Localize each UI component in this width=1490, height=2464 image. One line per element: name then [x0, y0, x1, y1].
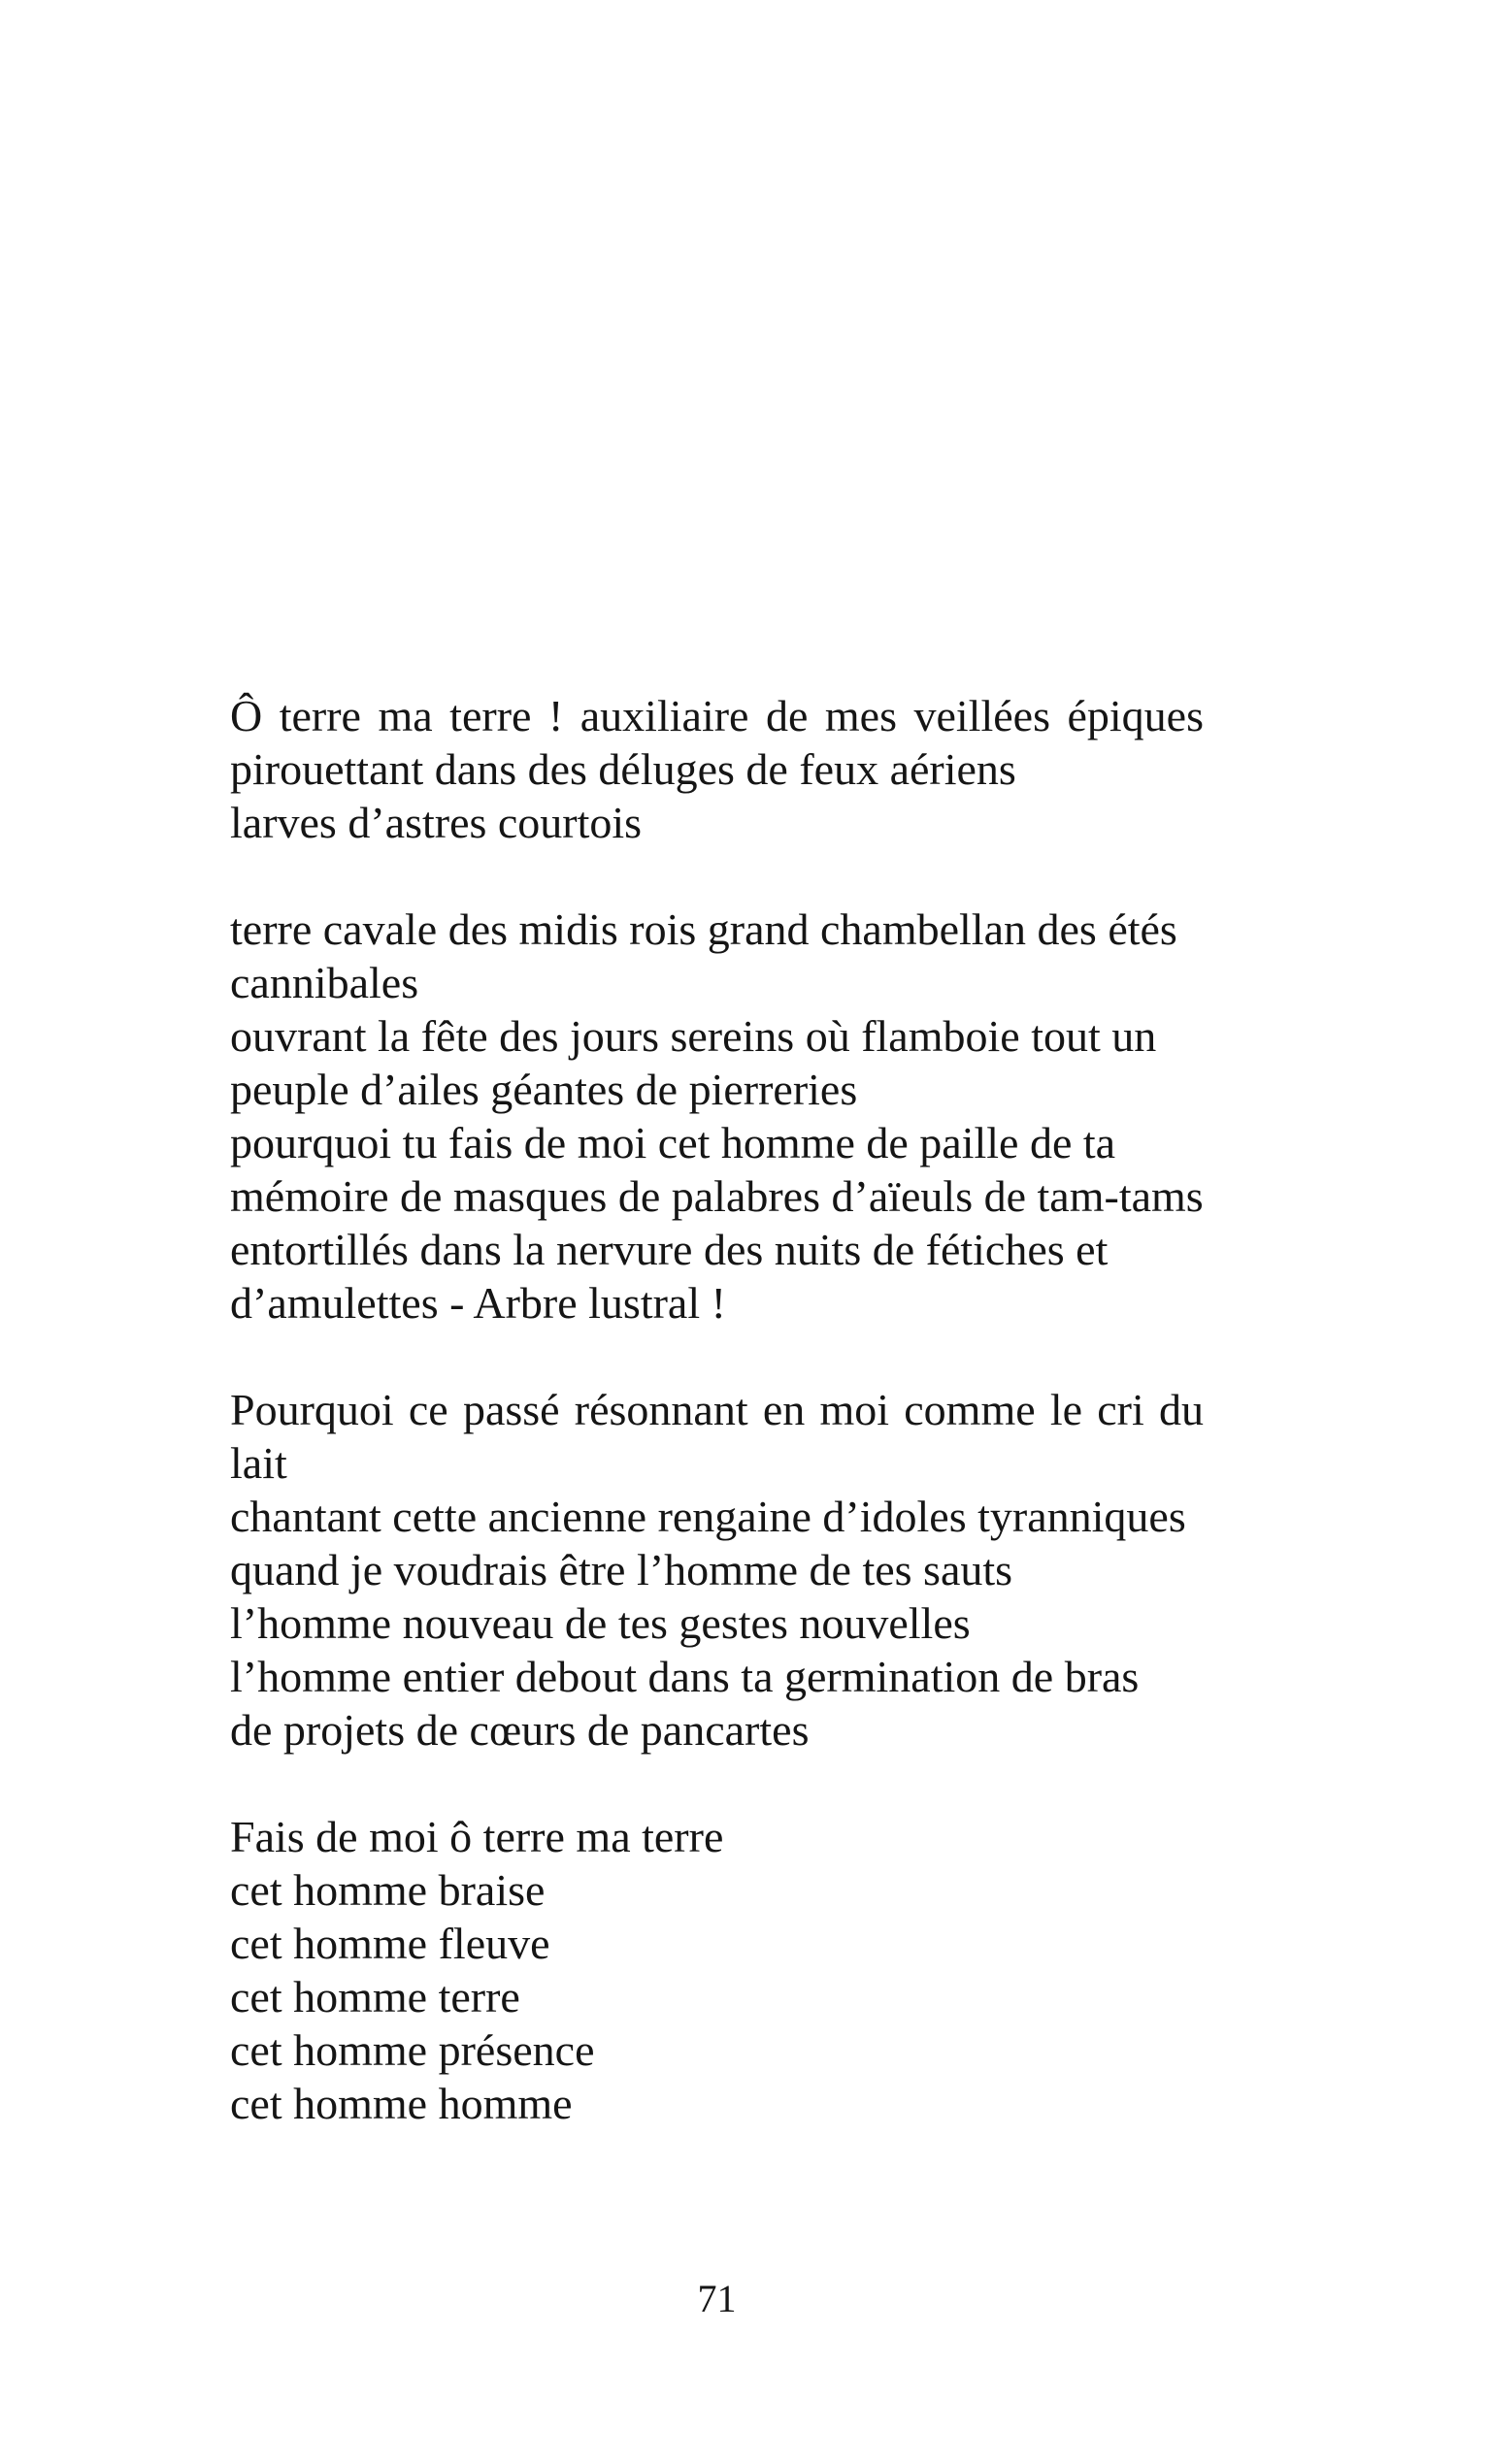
poem-line: lait	[230, 1438, 287, 1488]
poem-line: de projets de cœurs de pancartes	[230, 1705, 810, 1755]
poem-line: entortillés dans la nervure des nuits de fétiches et	[230, 1225, 1109, 1274]
poem-line: cet homme fleuve	[230, 1919, 550, 1968]
poem-line: l’homme nouveau de tes gestes nouvelles	[230, 1598, 971, 1648]
poem-line: Ô terre ma terre ! auxiliaire de mes veillées épiques	[230, 691, 1204, 740]
poem-line: Fais de moi ô terre ma terre	[230, 1812, 724, 1861]
poem-line: larves d’astres courtois	[230, 798, 643, 847]
poem-line: cannibales	[230, 958, 419, 1007]
poem-line: cet homme terre	[230, 1972, 520, 2021]
page-number: 71	[697, 2277, 737, 2320]
poem-line: chantant cette ancienne rengaine d’idoles tyranniques	[230, 1492, 1186, 1541]
stanza-1	[230, 689, 1204, 849]
poem-line: pirouettant dans des déluges de feux aériens	[230, 744, 1016, 794]
poem-line: d’amulettes - Arbre lustral !	[230, 1278, 726, 1328]
poem-text-block	[230, 689, 1204, 2130]
poem-line: ouvrant la fête des jours sereins où flamboie tout un	[230, 1011, 1157, 1061]
poem-line: peuple d’ailes géantes de pierreries	[230, 1065, 858, 1114]
poem-line: cet homme braise	[230, 1865, 546, 1915]
stanza-2	[230, 903, 1204, 1330]
poem-line: cet homme présence	[230, 2025, 595, 2075]
poem-line: pourquoi tu fais de moi cet homme de paille de ta	[230, 1118, 1116, 1167]
poem-line: cet homme homme	[230, 2079, 573, 2128]
poem-line: mémoire de masques de palabres d’aïeuls de tam-tams	[230, 1171, 1204, 1221]
stanza-4	[230, 1810, 1204, 2130]
stanza-3	[230, 1383, 1204, 1757]
poem-line: quand je voudrais être l’homme de tes sauts	[230, 1545, 1013, 1594]
poem-line: l’homme entier debout dans ta germination de bras	[230, 1652, 1140, 1701]
poem-line: Pourquoi ce passé résonnant en moi comme le cri du	[230, 1385, 1204, 1434]
poem-line: terre cavale des midis rois grand chambellan des étés	[230, 904, 1177, 954]
